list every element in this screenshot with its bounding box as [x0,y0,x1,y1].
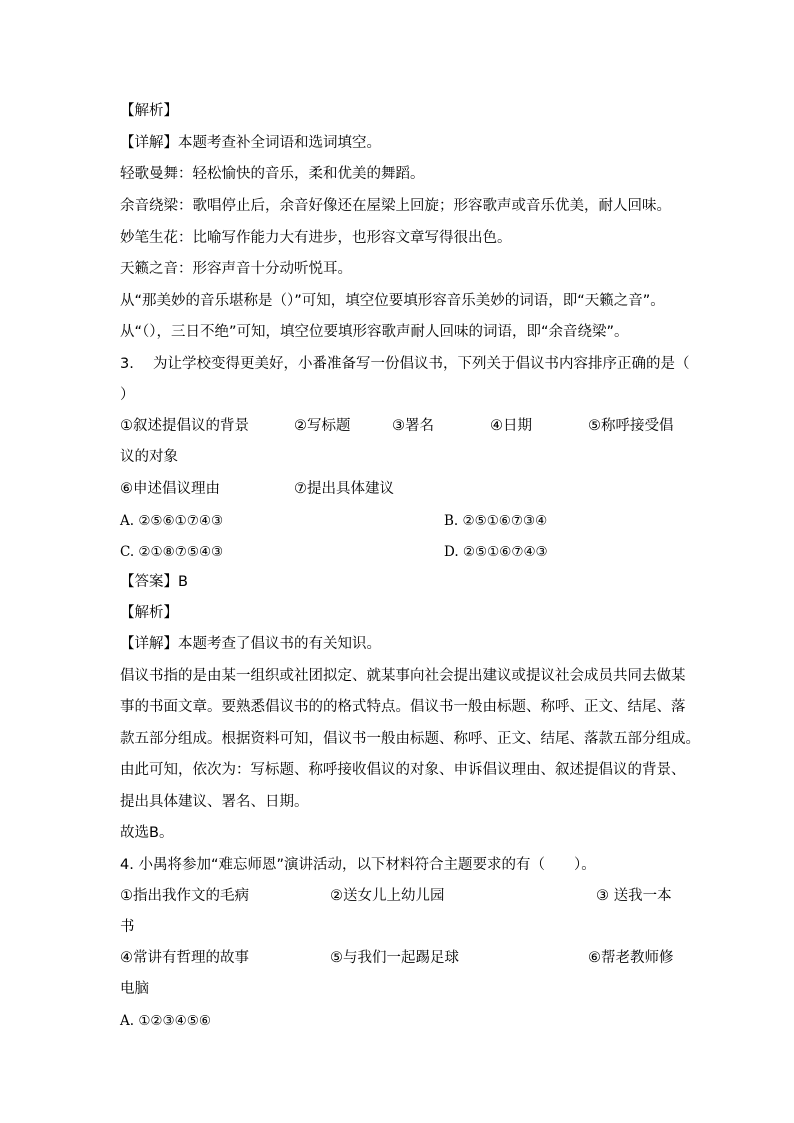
q3-item-4: ④日期 [490,418,532,434]
q4-item-3: ③ 送我一本 [596,888,672,904]
q2-analysis-heading: 【解析】 [120,103,178,119]
q2-item-4: 天籁之音：形容声音十分动听悦耳。 [120,261,352,277]
q3-option-a: A. ②⑤⑥①⑦④③ [120,513,224,529]
q3-detail-line: 【详解】本题考查了倡议书的有关知识。 [120,636,381,652]
q4-item-2: ②送女儿上幼儿园 [330,888,445,904]
q3-conclusion: 故选B。 [120,825,174,841]
q2-item-6: 从“（），三日不绝”可知，填空位要填形容歌声耐人回味的词语，即“余音绕梁”。 [120,324,629,340]
q3-stem-line1: 3. 为让学校变得更美好，小番准备写一份倡议书，下列关于倡议书内容排序正确的是（ [120,356,690,372]
q4-item-4: ④常讲有哲理的故事 [120,950,249,966]
q4-item-6: ⑥帮老教师修 [588,950,674,966]
q2-item-1: 轻歌曼舞：轻松愉快的音乐，柔和优美的舞蹈。 [120,166,425,182]
q4-item-6-wrap: 电脑 [120,981,149,997]
q2-detail-line: 【详解】本题考查补全词语和选词填空。 [120,135,381,151]
q3-answer: 【答案】B [120,574,188,590]
q4-item-1: ①指出我作文的毛病 [120,888,249,904]
q3-item-5: ⑤称呼接受倡 [588,418,674,434]
q3-item-5-wrap: 议的对象 [120,449,178,465]
q2-item-3: 妙笔生花：比喻写作能力大有进步，也形容文章写得很出色。 [120,230,512,246]
q4-item-5: ⑤与我们一起踢足球 [330,950,459,966]
q2-item-2: 余音绕梁：歌唱停止后，余音好像还在屋梁上回旋；形容歌声或音乐优美，耐人回味。 [120,198,671,214]
q3-para-line-4: 由此可知，依次为：写标题、称呼接收倡议的对象、申诉倡议理由、叙述提倡议的背景、 [120,762,686,778]
q3-item-2: ②写标题 [294,418,351,434]
q3-stem-line2: ） [120,387,135,403]
q3-item-7: ⑦提出具体建议 [294,481,394,497]
q3-item-6: ⑥申述倡议理由 [120,481,220,497]
q3-option-d: D. ②⑤①⑥⑦④③ [444,544,548,560]
q4-item-3-wrap: 书 [120,919,135,935]
q3-analysis-heading: 【解析】 [120,605,178,621]
q3-item-3: ③署名 [392,418,434,434]
q3-item-1: ①叙述提倡议的背景 [120,418,249,434]
q3-para-line-3: 款五部分组成。根据资料可知，倡议书一般由标题、称呼、正文、结尾、落款五部分组成。 [120,731,700,747]
q2-item-5: 从“那美妙的音乐堪称是（）”可知，填空位要填形容音乐美妙的词语，即“天籁之音”。 [120,293,665,309]
q3-para-line-5: 提出具体建议、署名、日期。 [120,794,309,810]
q3-option-b: B. ②⑤①⑥⑦③④ [444,513,548,529]
q3-para-line-2: 事的书面文章。要熟悉倡议书的的格式特点。倡议书一般由标题、称呼、正文、结尾、落 [120,699,686,715]
q4-stem: 4. 小禺将参加“难忘师恩”演讲活动，以下材料符合主题要求的有（ ）。 [120,857,596,873]
q3-para-line-1: 倡议书指的是由某一组织或社团拟定、就某事向社会提出建议或提议社会成员共同去做某 [120,668,686,684]
q4-option-a: A. ①②③④⑤⑥ [120,1013,211,1029]
q3-option-c: C. ②①⑧⑦⑤④③ [120,544,224,560]
